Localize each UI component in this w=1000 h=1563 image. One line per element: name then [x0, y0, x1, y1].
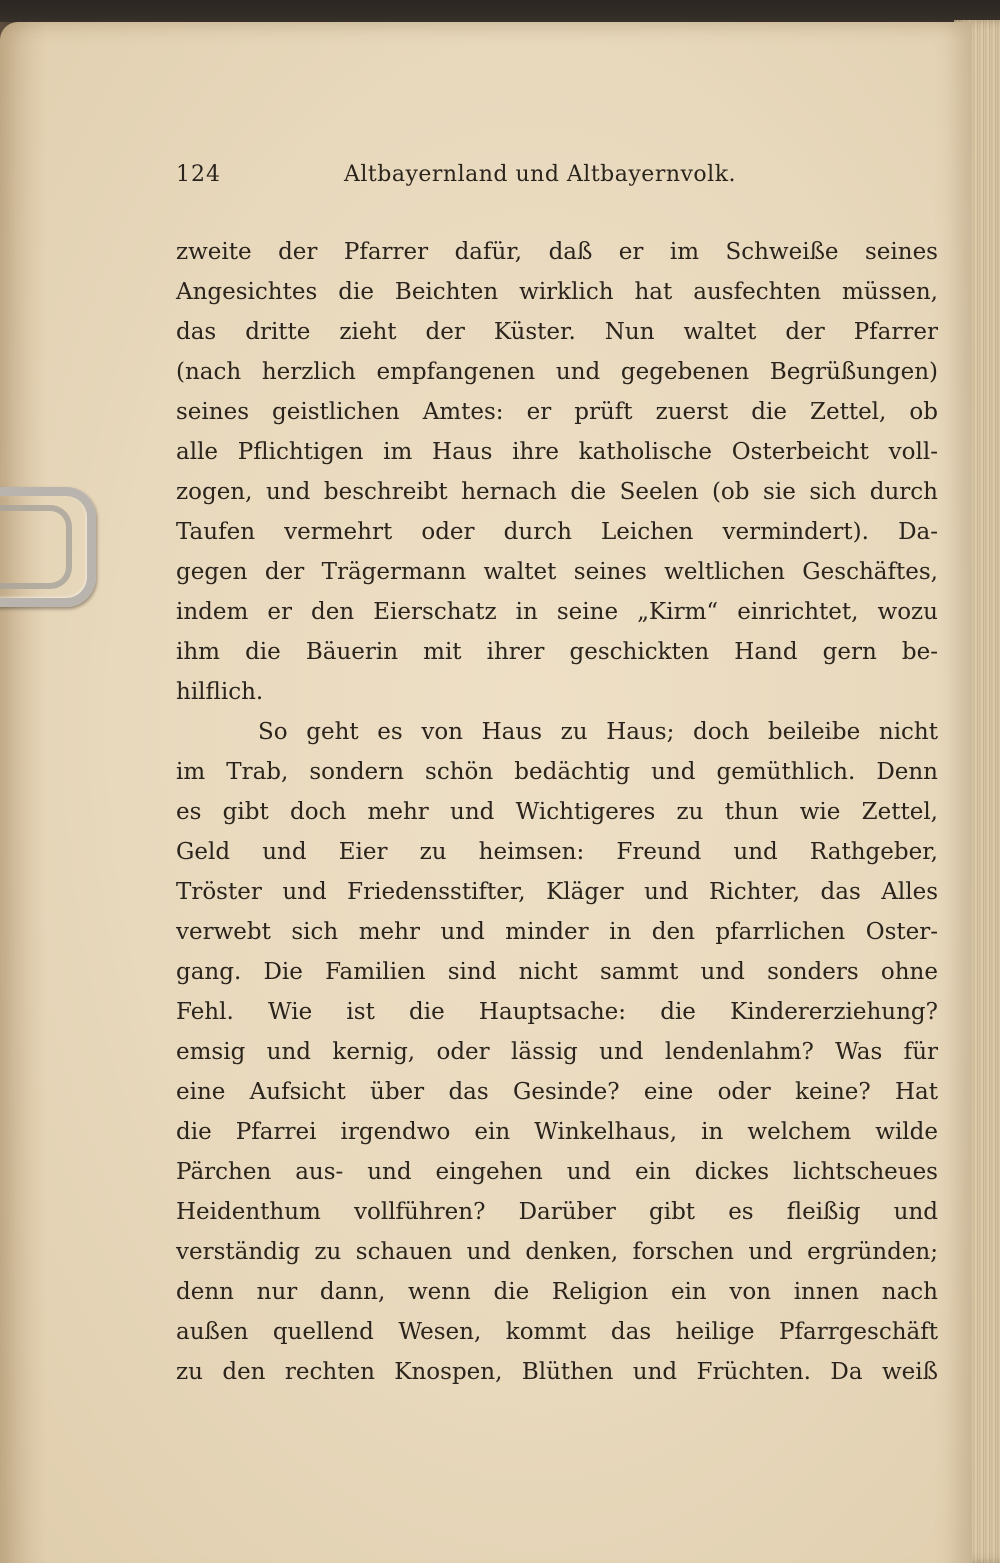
- paper-clip-inner-loop: [0, 505, 72, 589]
- text-line: alle Pflichtigen im Haus ihre katholische Osterbeicht voll-: [176, 439, 938, 465]
- text-line: indem er den Eierschatz in seine „Kirm“ einrichtet, wozu: [176, 599, 938, 625]
- text-line: im Trab, sondern schön bedächtig und gemüthlich. Denn: [176, 759, 938, 785]
- text-line: Geld und Eier zu heimsen: Freund und Rathgeber,: [176, 839, 938, 865]
- text-line: Taufen vermehrt oder durch Leichen vermindert). Da-: [176, 519, 938, 545]
- text-line: die Pfarrei irgendwo ein Winkelhaus, in welchem wilde: [176, 1119, 938, 1145]
- text-line: verständig zu schauen und denken, forschen und ergründen;: [176, 1239, 938, 1265]
- text-line: verwebt sich mehr und minder in den pfarrlichen Oster-: [176, 919, 938, 945]
- text-line: seines geistlichen Amtes: er prüft zuerst die Zettel, ob: [176, 399, 938, 425]
- text-line: gang. Die Familien sind nicht sammt und sonders ohne: [176, 959, 938, 985]
- text-line: So geht es von Haus zu Haus; doch beileibe nicht: [258, 719, 938, 745]
- text-line: Heidenthum vollführen? Darüber gibt es fleißig und: [176, 1199, 938, 1225]
- text-line: denn nur dann, wenn die Religion ein von innen nach: [176, 1279, 938, 1305]
- text-line: zogen, und beschreibt hernach die Seelen (ob sie sich durch: [176, 479, 938, 505]
- text-line: es gibt doch mehr und Wichtigeres zu thun wie Zettel,: [176, 799, 938, 825]
- text-line: Tröster und Friedensstifter, Kläger und Richter, das Alles: [176, 879, 938, 905]
- page-number: 124: [176, 162, 221, 187]
- text-line: gegen der Trägermann waltet seines weltlichen Geschäftes,: [176, 559, 938, 585]
- page-header: [176, 162, 956, 196]
- text-line: das dritte zieht der Küster. Nun waltet der Pfarrer: [176, 319, 938, 345]
- text-line: (nach herzlich empfangenen und gegebenen Begrüßungen): [176, 359, 938, 385]
- running-head: Altbayernland und Altbayernvolk.: [344, 162, 737, 187]
- text-line: ihm die Bäuerin mit ihrer geschickten Hand gern be-: [176, 639, 938, 665]
- text-line: Fehl. Wie ist die Hauptsache: die Kindererziehung?: [176, 999, 938, 1025]
- text-line: außen quellend Wesen, kommt das heilige Pfarrgeschäft: [176, 1319, 938, 1345]
- text-line: emsig und kernig, oder lässig und lendenlahm? Was für: [176, 1039, 938, 1065]
- text-line: Pärchen aus- und eingehen und ein dickes lichtscheues: [176, 1159, 938, 1185]
- text-line: zweite der Pfarrer dafür, daß er im Schweiße seines: [176, 239, 938, 265]
- text-line: Angesichtes die Beichten wirklich hat ausfechten müssen,: [176, 279, 938, 305]
- text-line: eine Aufsicht über das Gesinde? eine oder keine? Hat: [176, 1079, 938, 1105]
- book-page: [0, 22, 972, 1563]
- text-line: zu den rechten Knospen, Blüthen und Früchten. Da weiß: [176, 1359, 938, 1385]
- body-text: [176, 232, 938, 1392]
- text-line: hilflich.: [176, 679, 264, 705]
